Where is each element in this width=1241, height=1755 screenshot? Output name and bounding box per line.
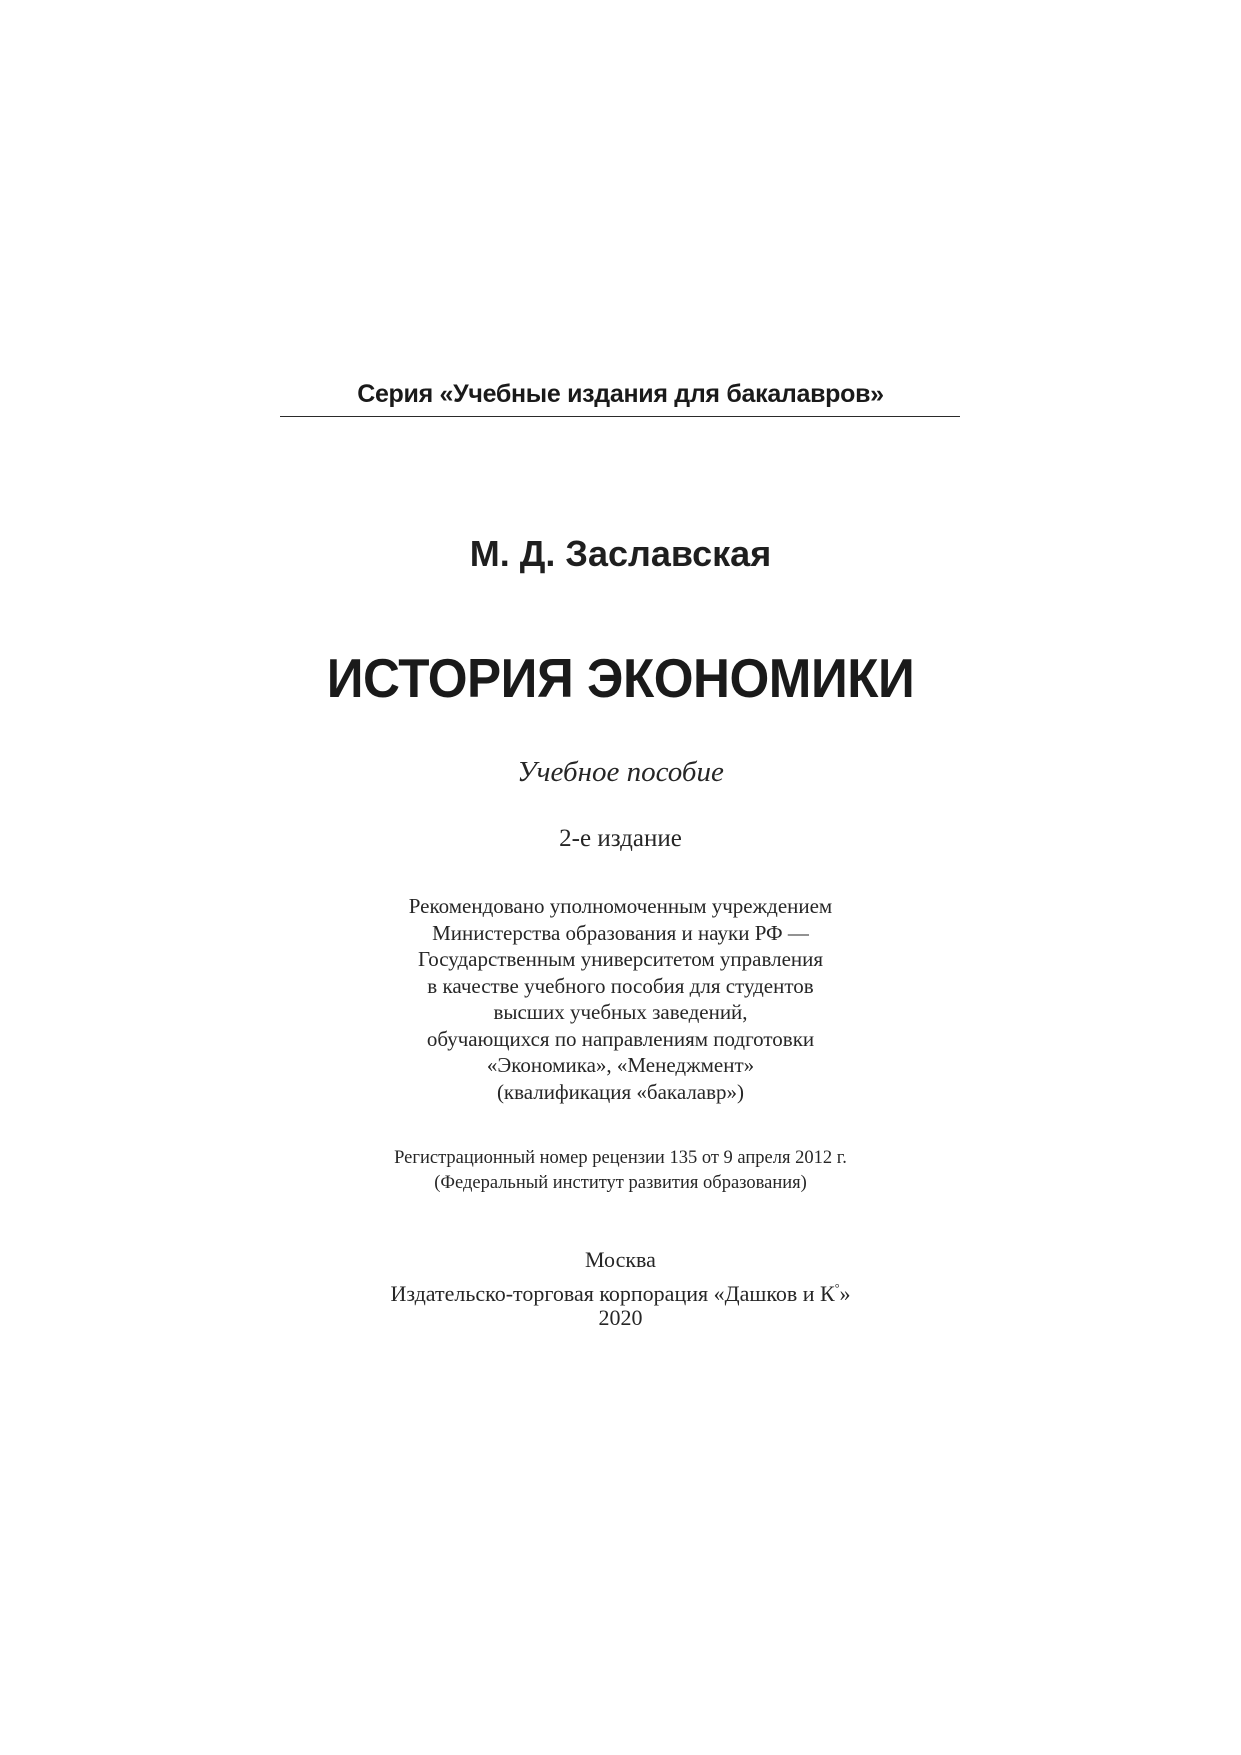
- recommendation-line: Министерства образования и науки РФ —: [432, 920, 809, 945]
- edition-label: 2-е издание: [559, 825, 682, 852]
- imprint-city: Москва: [585, 1247, 656, 1272]
- imprint-block: [0, 1245, 1241, 1332]
- registration-line: (Федеральный институт развития образования): [434, 1173, 807, 1193]
- recommendation-line: Государственным университетом управления: [417, 947, 824, 971]
- book-subtitle: Учебное пособие: [517, 756, 724, 788]
- recommendation-block: [0, 893, 1241, 1105]
- registration-line: Регистрационный номер рецензии 135 от 9 апреля 2012 г.: [394, 1148, 847, 1168]
- recommendation-line: (квалификация «бакалавр»): [496, 1079, 745, 1104]
- recommendation-line: высших учебных заведений,: [493, 1000, 748, 1024]
- publisher-degree-mark: °: [834, 1281, 840, 1295]
- recommendation-line: в качестве учебного пособия для студентов: [427, 973, 814, 998]
- imprint-publisher: [0, 1274, 1241, 1306]
- recommendation-line: «Экономика», «Менеджмент»: [486, 1053, 755, 1077]
- publisher-closing-quote: »: [839, 1281, 851, 1306]
- recommendation-line: Рекомендовано уполномоченным учреждением: [408, 894, 833, 918]
- imprint-year: 2020: [598, 1305, 643, 1330]
- publisher-name: Издательско-торговая корпорация «Дашков и К: [390, 1281, 835, 1306]
- book-title: ИСТОРИЯ ЭКОНОМИКИ: [326, 647, 915, 709]
- recommendation-line: обучающихся по направлениям подготовки: [426, 1026, 815, 1051]
- series-divider: [280, 416, 960, 417]
- author-name: М. Д. Заславская: [469, 533, 772, 574]
- registration-block: [0, 1146, 1241, 1196]
- series-title: Серия «Учебные издания для бакалавров»: [357, 380, 884, 408]
